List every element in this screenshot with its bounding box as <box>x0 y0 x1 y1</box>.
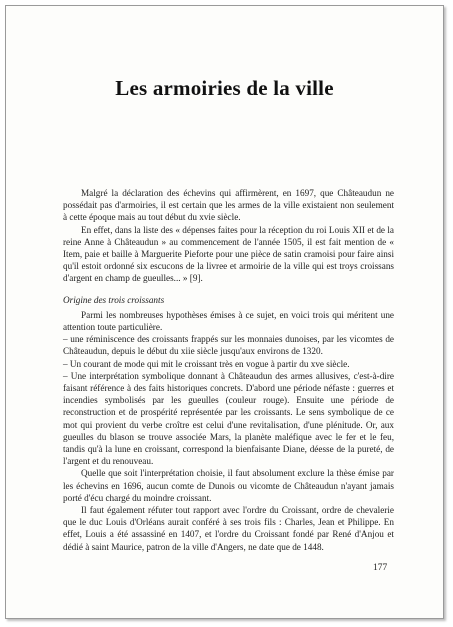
list-item: – Un courant de mode qui mit le croissant très en vogue à partir du xve siècle. <box>63 358 350 369</box>
section-heading: Origine des trois croissants <box>63 294 165 305</box>
page-number: 177 <box>373 563 388 573</box>
list-item: – une réminiscence des croissants frappés sur les monnaies dunoises, par les vicomtes de Châteaudun, depuis le début du xiie siècle jusqu'aux environs de 1320. <box>63 334 394 357</box>
paragraph: Quelle que soit l'interprétation choisie, il faut absolument exclure la thèse émise par les échevins en 1696, aucun comte de Dunois ou vicomte de Châteaudun n'ayant jamais porté d'écu chargé du moindre croissant. <box>63 468 394 503</box>
paragraph: En effet, dans la liste des « dépenses faites pour la réception du roi Louis XII et de la reine Anne à Châteaudun » au commencement de l'année 1505, il est fait mention de « Item, paie et baille à Marguerite Pieforte pour une pièce de satin cramoisi pour faire ainsi qu'il estoit ordonné six escucons de la livree et armoirie de la ville qui est troys croissans d'argent en champ de gueulles... » [9]. <box>63 224 394 284</box>
document-body <box>63 187 394 553</box>
paragraph: Il faut également réfuter tout rapport avec l'ordre du Croissant, ordre de chevalerie que le duc Louis d'Orléans aurait conféré à ses trois fils : Charles, Jean et Philippe. En effet, Louis a été assassiné en 1407, et l'ordre du Croissant fondé par René d'Anjou et dédié à saint Maurice, patron de la ville d'Angers, ne date que de 1448. <box>63 505 394 552</box>
paragraph: Parmi les nombreuses hypothèses émises à ce sujet, en voici trois qui méritent une attention toute particulière. <box>63 309 394 333</box>
page-title: Les armoiries de la ville <box>115 76 334 100</box>
paragraph: Malgré la déclaration des échevins qui affirmèrent, en 1697, que Châteaudun ne possédait pas d'armoiries, il est certain que les armes de la ville existaient non seulement à cette époque mais au tout début du xvie siècle. <box>63 188 394 223</box>
list-item: – Une interprétation symbolique donnant à Châteaudun des armes allusives, c'est-à-dire faisant référence à des faits historiques concrets. D'abord une période néfaste : guerres et incendies symbolisés par les gueulles (couleur rouge). Ensuite une période de reconstruction et de prospérité représentée par les croissants. Le sens symbolique de ce mot qui provient du verbe croître est celui d'une revitalisation, d'une plénitude. Or, aux gueulles du blason se trouve associée Mars, la planète maléfique avec le fer et le feu, tandis qu'à la lune en croissant, correspond la bienfaisante Diane, déesse de la pureté, de l'argent et du renouveau. <box>63 370 394 467</box>
page-frame <box>5 5 444 619</box>
